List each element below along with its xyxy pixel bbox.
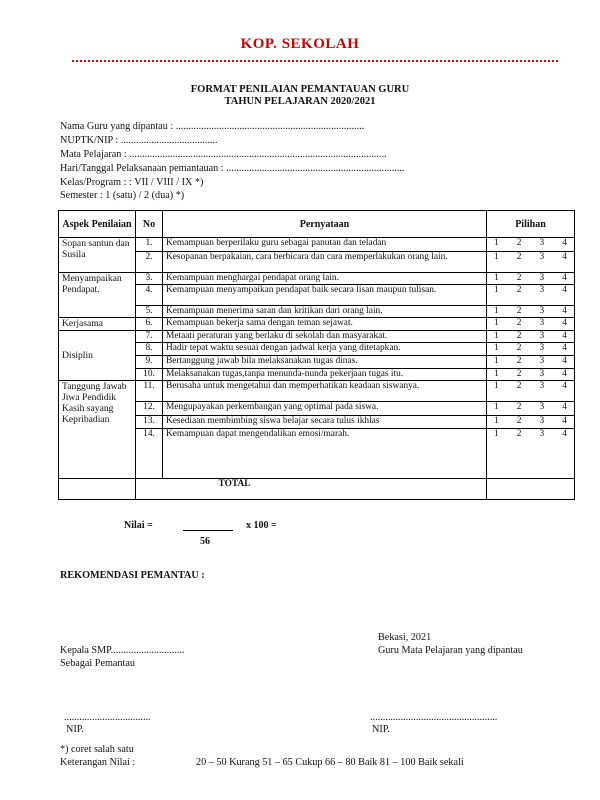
kop-divider <box>72 60 558 62</box>
field-tanggal: Hari/Tanggal Pelaksanaan pemantauan : ...................................................................... <box>60 163 405 174</box>
choice-1[interactable]: 1 <box>494 416 499 427</box>
choice-1[interactable]: 1 <box>494 305 499 316</box>
choice-4[interactable]: 4 <box>562 305 567 316</box>
rekomendasi-heading: REKOMENDASI PEMANTAU : <box>60 570 205 581</box>
pilihan-cell <box>487 318 575 331</box>
item-number: 13. <box>136 416 163 429</box>
choice-1[interactable]: 1 <box>494 428 499 439</box>
table-row <box>59 381 575 402</box>
choice-4[interactable]: 4 <box>562 428 567 439</box>
item-number: 5. <box>136 305 163 318</box>
choice-1[interactable]: 1 <box>494 355 499 366</box>
item-statement: Hadir tepat waktu sesuai dengan jadwal kerja yang ditetapkan. <box>163 343 487 356</box>
choice-3[interactable]: 3 <box>539 343 545 354</box>
fraction-line <box>183 530 233 531</box>
aspek-cell: Tanggung Jawab Jiwa Pendidik Kasih sayang Kepribadian <box>59 381 136 479</box>
pemantau-label: Sebagai Pemantau <box>60 658 135 669</box>
choice-4[interactable]: 4 <box>562 285 567 296</box>
choice-3[interactable]: 3 <box>539 355 545 366</box>
choice-4[interactable]: 4 <box>562 368 567 379</box>
item-statement: Kemampuan menyampaikan pendapat baik secara lisan maupun tulisan. <box>163 285 487 306</box>
choice-3[interactable]: 3 <box>539 285 545 296</box>
pilihan-cell <box>487 401 575 416</box>
table-row <box>59 343 575 356</box>
choice-1[interactable]: 1 <box>494 285 499 296</box>
item-statement: Berusaha untuk mengetahui dan memperhatikan keadaan siswanya. <box>163 381 487 402</box>
pilihan-cell <box>487 416 575 429</box>
choice-1[interactable]: 1 <box>494 251 499 262</box>
item-statement: Bertanggung jawab bila melaksanakan tugas dinas. <box>163 355 487 368</box>
choice-2[interactable]: 2 <box>516 251 522 262</box>
choice-4[interactable]: 4 <box>562 238 567 249</box>
item-statement: Kemampuan bekerja sama dengan teman sejawat. <box>163 318 487 331</box>
pilihan-cell <box>487 343 575 356</box>
choice-3[interactable]: 3 <box>539 318 545 329</box>
item-number: 8. <box>136 343 163 356</box>
nilai-label: Nilai = <box>124 520 153 531</box>
pilihan-cell <box>487 368 575 381</box>
choice-4[interactable]: 4 <box>562 330 567 341</box>
table-row <box>59 428 575 478</box>
item-number: 2. <box>136 251 163 272</box>
table-row <box>59 305 575 318</box>
choice-2[interactable]: 2 <box>516 305 522 316</box>
choice-4[interactable]: 4 <box>562 355 567 366</box>
choice-2[interactable]: 2 <box>516 401 522 412</box>
choice-1[interactable]: 1 <box>494 401 499 412</box>
keterangan-label: Keterangan Nilai : <box>60 757 136 768</box>
choice-3[interactable]: 3 <box>539 238 545 249</box>
item-number: 3. <box>136 272 163 285</box>
choice-3[interactable]: 3 <box>539 272 545 283</box>
table-row <box>59 401 575 416</box>
pilihan-cell <box>487 305 575 318</box>
nip-left: NIP. <box>66 724 84 735</box>
item-number: 11. <box>136 381 163 402</box>
item-number: 1. <box>136 238 163 252</box>
choice-2[interactable]: 2 <box>516 238 522 249</box>
header-pernyataan: Pernyataan <box>163 211 487 238</box>
choice-1[interactable]: 1 <box>494 381 499 392</box>
total-label: TOTAL <box>218 479 251 490</box>
pilihan-cell <box>487 355 575 368</box>
pilihan-cell <box>487 285 575 306</box>
choice-4[interactable]: 4 <box>562 343 567 354</box>
item-statement: Metaati peraturan yang berlaku di sekolah dan masyarakat. <box>163 330 487 343</box>
field-kelas: Kelas/Program : : VII / VIII / IX *) <box>60 177 204 188</box>
choice-3[interactable]: 3 <box>539 251 545 262</box>
field-mapel: Mata Pelajaran : ..................................................................................................... <box>60 149 387 160</box>
item-statement: Kemampuan menerima saran dan kritikan dari orang lain. <box>163 305 487 318</box>
choice-1[interactable]: 1 <box>494 343 499 354</box>
choice-2[interactable]: 2 <box>516 272 522 283</box>
choice-4[interactable]: 4 <box>562 272 567 283</box>
pilihan-cell <box>487 428 575 478</box>
header-aspek: Aspek Penilaian <box>59 211 136 238</box>
choice-2[interactable]: 2 <box>516 368 522 379</box>
choice-1[interactable]: 1 <box>494 272 499 283</box>
choice-1[interactable]: 1 <box>494 238 499 249</box>
kepala-sekolah-label: Kepala SMP............................. <box>60 645 185 656</box>
item-statement: Kesopanan berpakaian, cara berbicara dan cara memperlakukan orang lain. <box>163 251 487 272</box>
table-row <box>59 272 575 285</box>
pilihan-cell <box>487 251 575 272</box>
nilai-multiplier: x 100 = <box>246 520 277 531</box>
field-semester: Semester : 1 (satu) / 2 (dua) *) <box>60 190 185 201</box>
keterangan-value: 20 – 50 Kurang 51 – 65 Cukup 66 – 80 Baik 81 – 100 Baik sekali <box>196 757 464 768</box>
table-row <box>59 355 575 368</box>
choice-4[interactable]: 4 <box>562 381 567 392</box>
table-row <box>59 416 575 429</box>
item-number: 12. <box>136 401 163 416</box>
nilai-denominator: 56 <box>200 536 210 547</box>
item-number: 10. <box>136 368 163 381</box>
aspek-cell: Kerjasama <box>59 318 136 331</box>
choice-4[interactable]: 4 <box>562 416 567 427</box>
aspek-cell: Menyampaikan Pendapat. <box>59 272 136 318</box>
field-nama-guru: Nama Guru yang dipantau : .......................................................................... <box>60 121 365 132</box>
table-row <box>59 318 575 331</box>
item-statement: Kesediaan membimbing siswa belajar secara tulus ikhlas <box>163 416 487 429</box>
choice-1[interactable]: 1 <box>494 330 499 341</box>
item-statement: Melaksanakan tugas,tanpa menunda-nunda pekerjaan tugas itu. <box>163 368 487 381</box>
choice-3[interactable]: 3 <box>539 428 545 439</box>
signature-line-right: .................................................. <box>370 712 498 723</box>
choice-3[interactable]: 3 <box>539 401 545 412</box>
item-statement: Kemampuan menghargai pendapat orang lain. <box>163 272 487 285</box>
choice-2[interactable]: 2 <box>516 381 522 392</box>
choice-2[interactable]: 2 <box>516 330 522 341</box>
table-row <box>59 285 575 306</box>
choice-4[interactable]: 4 <box>562 318 567 329</box>
aspek-cell: Disiplin <box>59 330 136 380</box>
item-number: 14. <box>136 428 163 478</box>
form-subtitle: TAHUN PELAJARAN 2020/2021 <box>224 96 376 107</box>
pilihan-cell <box>487 381 575 402</box>
table-row <box>59 251 575 272</box>
table-row <box>59 368 575 381</box>
choice-2[interactable]: 2 <box>516 355 522 366</box>
form-title: FORMAT PENILAIAN PEMANTAUAN GURU <box>190 84 410 95</box>
choice-1[interactable]: 1 <box>494 368 499 379</box>
choice-4[interactable]: 4 <box>562 251 567 262</box>
pilihan-cell <box>487 272 575 285</box>
nip-right: NIP. <box>372 724 390 735</box>
header-pilihan: Pilihan <box>487 211 575 238</box>
pilihan-cell <box>487 238 575 252</box>
choice-3[interactable]: 3 <box>539 368 545 379</box>
pilihan-cell <box>487 330 575 343</box>
choice-2[interactable]: 2 <box>516 428 522 439</box>
choice-2[interactable]: 2 <box>516 416 522 427</box>
item-number: 6. <box>136 318 163 331</box>
header-no: No <box>136 211 163 238</box>
choice-3[interactable]: 3 <box>539 305 545 316</box>
table-row <box>59 330 575 343</box>
choice-2[interactable]: 2 <box>516 285 522 296</box>
choice-3[interactable]: 3 <box>539 416 545 427</box>
place-date: Bekasi, 2021 <box>378 632 432 643</box>
item-number: 9. <box>136 355 163 368</box>
aspek-cell: Sopan santun dan Susila <box>59 238 136 272</box>
choice-1[interactable]: 1 <box>494 318 499 329</box>
item-statement: Mengupayakan perkembangan yang optimal pada siswa. <box>163 401 487 416</box>
guru-dipantau-label: Guru Mata Pelajaran yang dipantau <box>378 645 523 656</box>
choice-4[interactable]: 4 <box>562 401 567 412</box>
field-nuptk: NUPTK/NIP : ...................................... <box>60 135 218 146</box>
choice-3[interactable]: 3 <box>539 381 545 392</box>
choice-2[interactable]: 2 <box>516 318 522 329</box>
choice-2[interactable]: 2 <box>516 343 522 354</box>
table-row <box>59 238 575 252</box>
signature-line-left: .................................. <box>64 712 151 723</box>
choice-3[interactable]: 3 <box>539 330 545 341</box>
item-number: 4. <box>136 285 163 306</box>
assessment-table <box>58 210 575 500</box>
kop-sekolah: KOP. SEKOLAH <box>240 36 360 52</box>
item-statement: Kemampuan berperilaku guru sebagai panutan dan teladan <box>163 238 487 252</box>
item-number: 7. <box>136 330 163 343</box>
item-statement: Kemampuan dapat mengendalikan emosi/marah. <box>163 428 487 478</box>
note-coret: *) coret salah satu <box>60 744 134 755</box>
